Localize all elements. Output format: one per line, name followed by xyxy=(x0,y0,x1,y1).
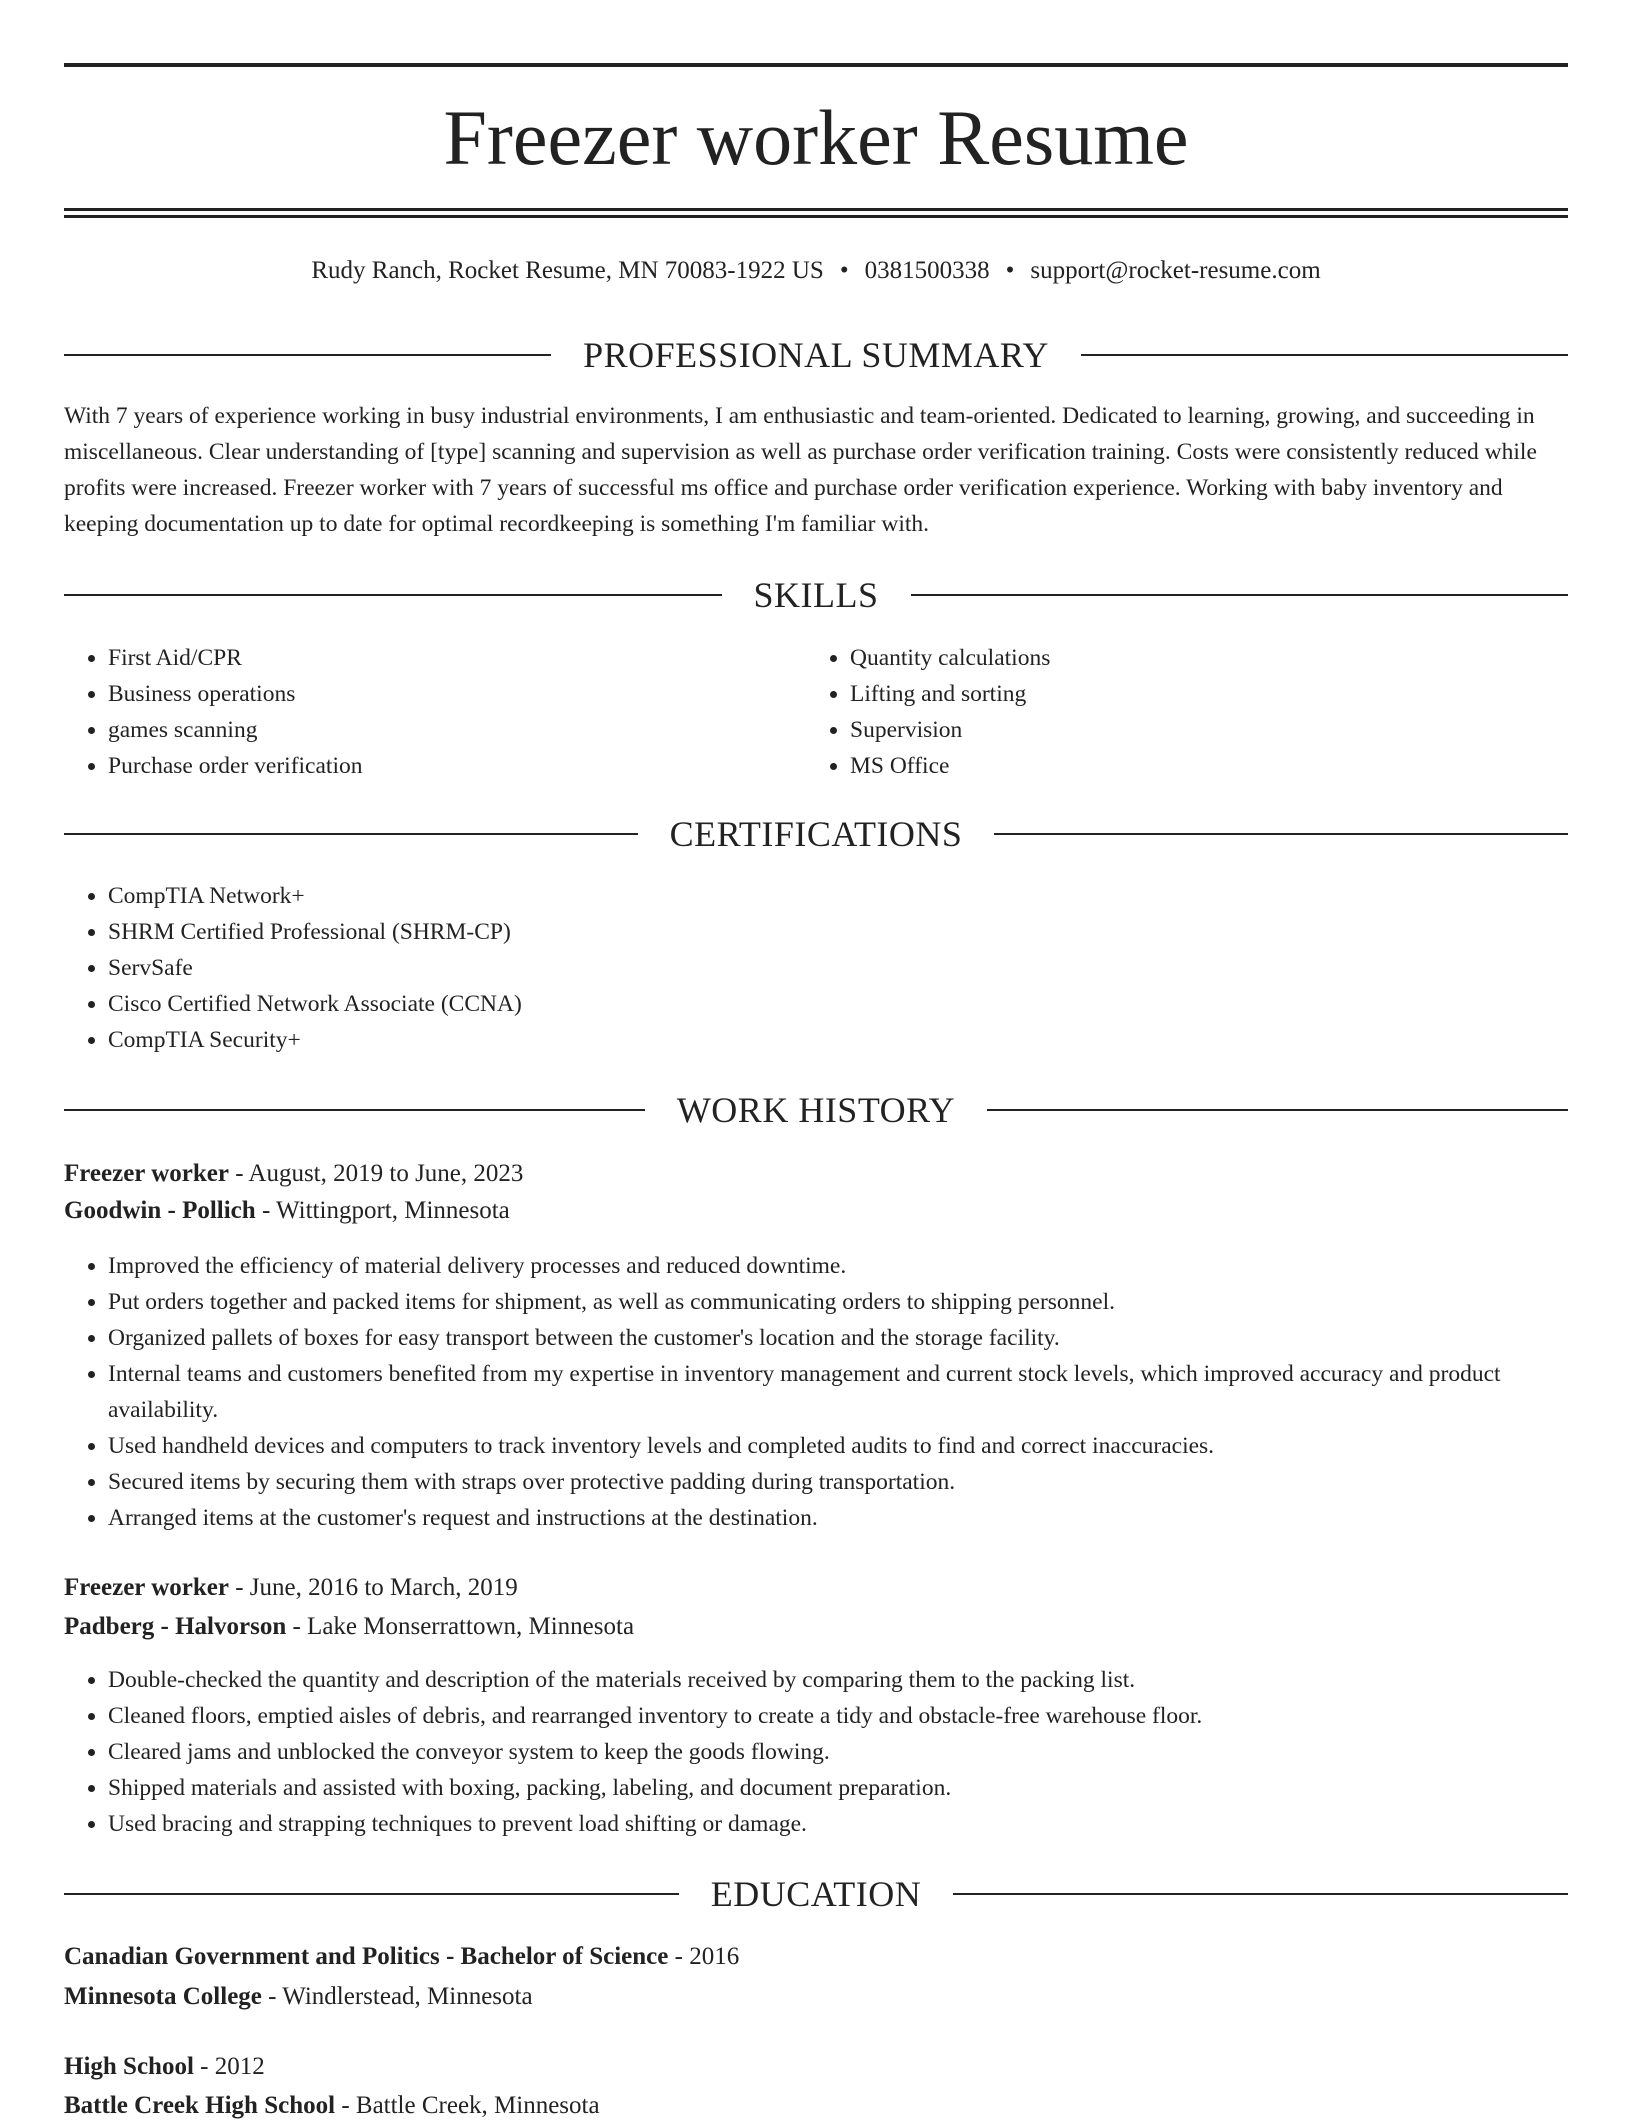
heading-rule xyxy=(64,354,551,356)
job-duty-item: • Shipped materials and assisted with boxing, packing, labeling, and document preparation. xyxy=(108,1770,1576,1806)
job-duty-item: • Double-checked the quantity and description of the materials received by comparing them to the packing list. xyxy=(108,1662,1576,1698)
education-school: Battle Creek High School xyxy=(64,2092,336,2119)
heading-rule xyxy=(64,1109,645,1111)
job-duty-item: • Cleaned floors, emptied aisles of debris, and rearranged inventory to create a tidy and obstacle-free warehouse floor. xyxy=(108,1698,1576,1734)
section-heading-education xyxy=(64,1874,1568,1914)
skills-list-right xyxy=(806,640,1550,784)
contact-address: Rudy Ranch, Rocket Resume, MN 70083-1922 US xyxy=(311,257,824,284)
education-location: - Battle Creek, Minnesota xyxy=(335,2092,600,2119)
section-title: WORK HISTORY xyxy=(676,1090,956,1130)
job-duties-list xyxy=(64,1248,1576,1536)
title-double-rule xyxy=(64,208,1568,218)
education-school-line xyxy=(64,2087,600,2125)
contact-phone: 0381500338 xyxy=(864,257,990,284)
heading-rule xyxy=(953,1893,1568,1895)
education-year: - 2012 xyxy=(193,2053,265,2080)
skill-item: • Business operations xyxy=(108,676,808,712)
job-dates: - August, 2019 to June, 2023 xyxy=(228,1160,524,1187)
job-duty-item: • Improved the efficiency of material delivery processes and reduced downtime. xyxy=(108,1248,1576,1284)
job-duty-item: • Organized pallets of boxes for easy transport between the customer's location and the storage facility. xyxy=(108,1320,1576,1356)
job-company-line xyxy=(64,1608,634,1646)
heading-rule xyxy=(987,1109,1568,1111)
summary-text: With 7 years of experience working in busy industrial environments, I am enthusiastic and team-oriented. Dedicated to learning, growing, and succeeding in miscellaneous. Clear understanding of [type] scanning and supervision as well as purchase order verification training. Costs were consistently reduced while profits were increased. Freezer worker with 7 years of successful ms office and purchase order verification experience. Working with baby inventory and keeping documentation up to date for optimal recordkeeping is something I'm familiar with. xyxy=(64,403,1537,537)
job-duty-item: • Used handheld devices and computers to track inventory levels and completed audits to find and correct inaccuracies. xyxy=(108,1428,1576,1464)
skill-item: • Lifting and sorting xyxy=(850,676,1550,712)
heading-rule xyxy=(64,594,722,596)
section-heading-skills xyxy=(64,575,1568,615)
job-title-line xyxy=(64,1155,523,1193)
education-degree: Canadian Government and Politics - Bachelor of Science xyxy=(64,1943,669,1970)
top-rule xyxy=(64,63,1568,67)
contact-email: support@rocket-resume.com xyxy=(1030,257,1321,284)
job-location: - Lake Monserrattown, Minnesota xyxy=(286,1613,635,1640)
job-company: Padberg - Halvorson xyxy=(64,1613,287,1640)
skills-list-left xyxy=(64,640,808,784)
job-duty-item: • Internal teams and customers benefited from my expertise in inventory management and current stock levels, which improved accuracy and product availability. xyxy=(108,1356,1576,1428)
job-location: - Wittingport, Minnesota xyxy=(255,1197,510,1224)
skill-item: • Quantity calculations xyxy=(850,640,1550,676)
section-heading-summary xyxy=(64,335,1568,375)
section-title: CERTIFICATIONS xyxy=(669,814,963,854)
skill-item: • Supervision xyxy=(850,712,1550,748)
heading-rule xyxy=(911,594,1569,596)
job-duty-item: • Cleared jams and unblocked the conveyor system to keep the goods flowing. xyxy=(108,1734,1576,1770)
education-school-line xyxy=(64,1978,533,2016)
heading-rule xyxy=(1081,354,1568,356)
heading-rule xyxy=(64,1893,679,1895)
contact-separator: • xyxy=(1005,257,1015,284)
job-title: Freezer worker xyxy=(64,1160,229,1187)
education-school: Minnesota College xyxy=(64,1983,262,2010)
job-title-line xyxy=(64,1569,518,1607)
education-degree-line xyxy=(64,2048,265,2086)
job-company-line xyxy=(64,1192,510,1230)
section-title: PROFESSIONAL SUMMARY xyxy=(583,335,1049,375)
heading-rule xyxy=(64,833,638,835)
job-company: Goodwin - Pollich xyxy=(64,1197,256,1224)
education-degree: High School xyxy=(64,2053,194,2080)
education-degree-line xyxy=(64,1938,739,1976)
job-duty-item: • Put orders together and packed items for shipment, as well as communicating orders to shipping personnel. xyxy=(108,1284,1576,1320)
job-title: Freezer worker xyxy=(64,1574,229,1601)
heading-rule xyxy=(994,833,1568,835)
section-heading-work-history xyxy=(64,1090,1568,1130)
certification-item: • CompTIA Network+ xyxy=(108,878,1508,914)
job-duties-list xyxy=(64,1662,1576,1842)
contact-line xyxy=(64,254,1568,288)
skill-item: • MS Office xyxy=(850,748,1550,784)
skill-item: • games scanning xyxy=(108,712,808,748)
certification-item: • Cisco Certified Network Associate (CCNA) xyxy=(108,986,1508,1022)
skill-item: • First Aid/CPR xyxy=(108,640,808,676)
section-title: SKILLS xyxy=(753,575,879,615)
education-location: - Windlerstead, Minnesota xyxy=(261,1983,533,2010)
certifications-list xyxy=(64,878,1508,1058)
education-year: - 2016 xyxy=(668,1943,740,1970)
contact-separator: • xyxy=(839,257,849,284)
certification-item: • CompTIA Security+ xyxy=(108,1022,1508,1058)
resume-title: Freezer worker Resume xyxy=(443,94,1189,181)
section-heading-certifications xyxy=(64,814,1568,854)
job-duty-item: • Used bracing and strapping techniques to prevent load shifting or damage. xyxy=(108,1806,1576,1842)
job-dates: - June, 2016 to March, 2019 xyxy=(228,1574,518,1601)
section-title: EDUCATION xyxy=(710,1874,922,1914)
job-duty-item: • Secured items by securing them with straps over protective padding during transportation. xyxy=(108,1464,1576,1500)
certification-item: • ServSafe xyxy=(108,950,1508,986)
skill-item: • Purchase order verification xyxy=(108,748,808,784)
certification-item: • SHRM Certified Professional (SHRM-CP) xyxy=(108,914,1508,950)
job-duty-item: • Arranged items at the customer's request and instructions at the destination. xyxy=(108,1500,1576,1536)
